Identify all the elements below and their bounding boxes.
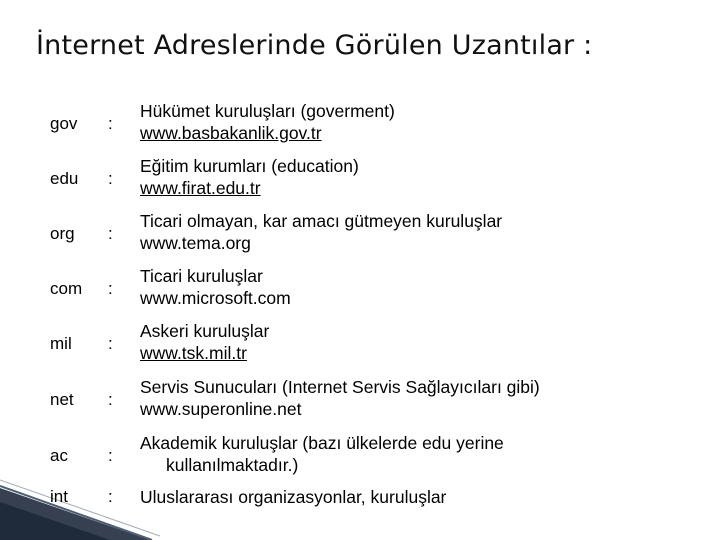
extension-code: edu <box>50 169 79 188</box>
extension-description <box>140 320 710 364</box>
separator: : <box>108 224 113 243</box>
example-link[interactable]: www.firat.edu.tr <box>140 178 261 198</box>
description-text: Askeri kuruluşlar <box>140 321 270 341</box>
extension-code: int <box>50 487 68 506</box>
corner-decoration <box>0 450 160 540</box>
description-continuation: kullanılmaktadır.) <box>166 455 299 475</box>
description-text: Servis Sunucuları (Internet Servis Sağlayıcıları gibi) <box>140 377 540 397</box>
extension-code: gov <box>50 114 78 133</box>
example-url: www.microsoft.com <box>140 288 291 308</box>
description-text: Ticari kuruluşlar <box>140 266 263 286</box>
description-text: Uluslararası organizasyonlar, kuruluşlar <box>140 487 447 507</box>
extension-description <box>140 100 710 144</box>
description-text: Akademik kuruluşlar (bazı ülkelerde edu yerine <box>140 433 504 453</box>
separator: : <box>108 169 113 188</box>
example-link[interactable]: www.tsk.mil.tr <box>140 343 247 363</box>
extension-description <box>140 486 710 508</box>
example-url: www.superonline.net <box>140 399 302 419</box>
extension-description <box>140 265 710 309</box>
separator: : <box>108 390 113 409</box>
extension-code: net <box>50 390 74 409</box>
description-text: Eğitim kurumları (education) <box>140 156 359 176</box>
extension-code: mil <box>50 334 72 353</box>
extension-description <box>140 210 710 254</box>
example-url: www.tema.org <box>140 233 251 253</box>
separator: : <box>108 114 113 133</box>
description-text: Hükümet kuruluşları (goverment) <box>140 101 395 121</box>
example-link[interactable]: www.basbakanlik.gov.tr <box>140 123 322 143</box>
extension-description <box>140 432 710 476</box>
separator: : <box>108 487 113 506</box>
extension-code: com <box>50 279 83 298</box>
extension-description <box>140 155 710 199</box>
slide-title: İnternet Adreslerinde Görülen Uzantılar : <box>36 30 593 61</box>
extension-description <box>140 376 710 420</box>
extension-code: ac <box>50 446 68 465</box>
extension-code: org <box>50 224 75 243</box>
separator: : <box>108 334 113 353</box>
separator: : <box>108 279 113 298</box>
separator: : <box>108 446 113 465</box>
description-text: Ticari olmayan, kar amacı gütmeyen kuruluşlar <box>140 211 503 231</box>
